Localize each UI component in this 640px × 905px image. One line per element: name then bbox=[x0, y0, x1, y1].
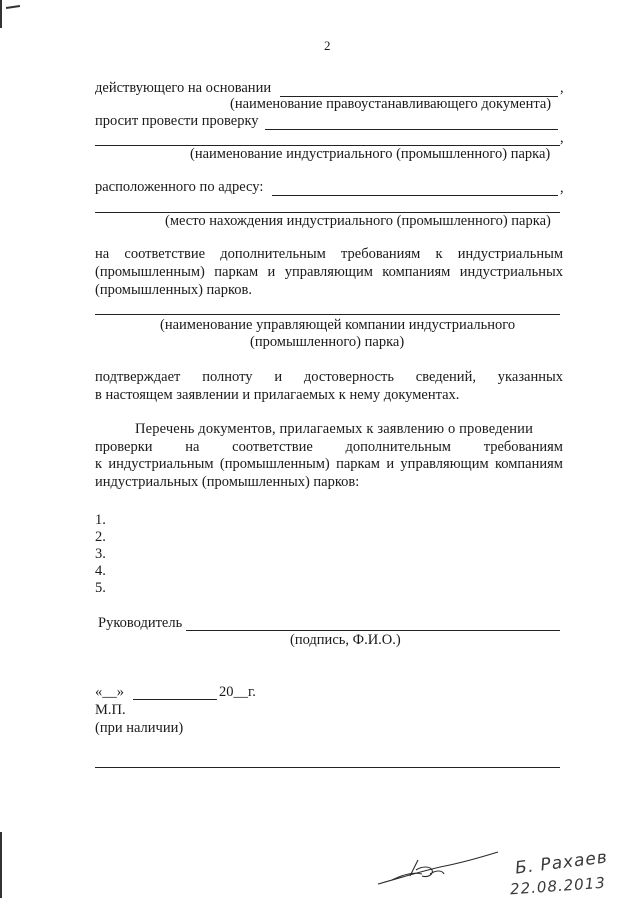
handwritten-date: 22.08.2013 bbox=[509, 873, 607, 899]
stamp-note: (при наличии) bbox=[95, 720, 184, 736]
signature-caption: (подпись, Ф.И.О.) bbox=[290, 632, 401, 648]
list-intro-line-3: к индустриальным (промышленным) паркам и управляющим компаниям bbox=[95, 456, 563, 472]
acting-basis-label: действующего на основании bbox=[95, 80, 272, 96]
scan-mark-top-left-dash bbox=[6, 5, 20, 9]
located-at-label: расположенного по адресу: bbox=[95, 179, 264, 195]
bottom-rule bbox=[95, 767, 560, 768]
list-item: 1. bbox=[95, 512, 106, 528]
scan-mark-top-left bbox=[0, 0, 2, 28]
acting-basis-comma: , bbox=[560, 80, 564, 96]
handwritten-signature bbox=[370, 840, 510, 890]
list-intro-line-1: Перечень документов, прилагаемых к заявлению о проведении bbox=[135, 421, 533, 437]
list-item: 4. bbox=[95, 563, 106, 579]
list-item: 3. bbox=[95, 546, 106, 562]
compliance-line-2: (промышленным) паркам и управляющим компаниям индустриальных bbox=[95, 264, 563, 280]
scan-mark-bottom-left bbox=[0, 832, 2, 898]
acting-basis-caption: (наименование правоустанавливающего документа) bbox=[230, 96, 552, 112]
compliance-line-1: на соответствие дополнительным требованиям к индустриальным bbox=[95, 246, 563, 262]
park-location-caption: (место нахождения индустриального (промышленного) парка) bbox=[165, 213, 551, 229]
signature-field-line bbox=[186, 630, 560, 631]
located-at-field-line bbox=[272, 195, 558, 196]
confirms-line-2: в настоящем заявлении и прилагаемых к нему документах. bbox=[95, 387, 460, 403]
confirms-line-1: подтверждает полноту и достоверность сведений, указанных bbox=[95, 369, 563, 385]
located-at-comma: , bbox=[560, 180, 564, 196]
page-number: 2 bbox=[324, 38, 331, 53]
company-caption-line-2: (промышленного) парка) bbox=[250, 334, 405, 350]
company-caption-line-1: (наименование управляющей компании индустриального bbox=[160, 317, 516, 333]
date-year-suffix: г. bbox=[248, 684, 256, 700]
handwritten-name: Б. Рахаев bbox=[514, 847, 609, 879]
requests-check-field-line bbox=[265, 129, 558, 130]
list-item: 5. bbox=[95, 580, 106, 596]
requests-check-label: просит провести проверку bbox=[95, 113, 259, 129]
park-name-comma: , bbox=[560, 130, 564, 146]
stamp-label: М.П. bbox=[95, 702, 126, 718]
date-year: 20__ bbox=[219, 684, 248, 700]
park-name-caption: (наименование индустриального (промышленного) парка) bbox=[190, 146, 551, 162]
list-intro-line-2: проверки на соответствие дополнительным требованиям bbox=[95, 439, 563, 455]
list-item: 2. bbox=[95, 529, 106, 545]
list-intro-line-4: индустриальных (промышленных) парков: bbox=[95, 474, 360, 490]
head-label: Руководитель bbox=[98, 615, 183, 631]
date-month-field-line bbox=[133, 699, 217, 700]
compliance-line-3: (промышленных) парков. bbox=[95, 282, 253, 298]
date-day: «__» bbox=[95, 684, 124, 700]
management-company-field-line bbox=[95, 314, 560, 315]
